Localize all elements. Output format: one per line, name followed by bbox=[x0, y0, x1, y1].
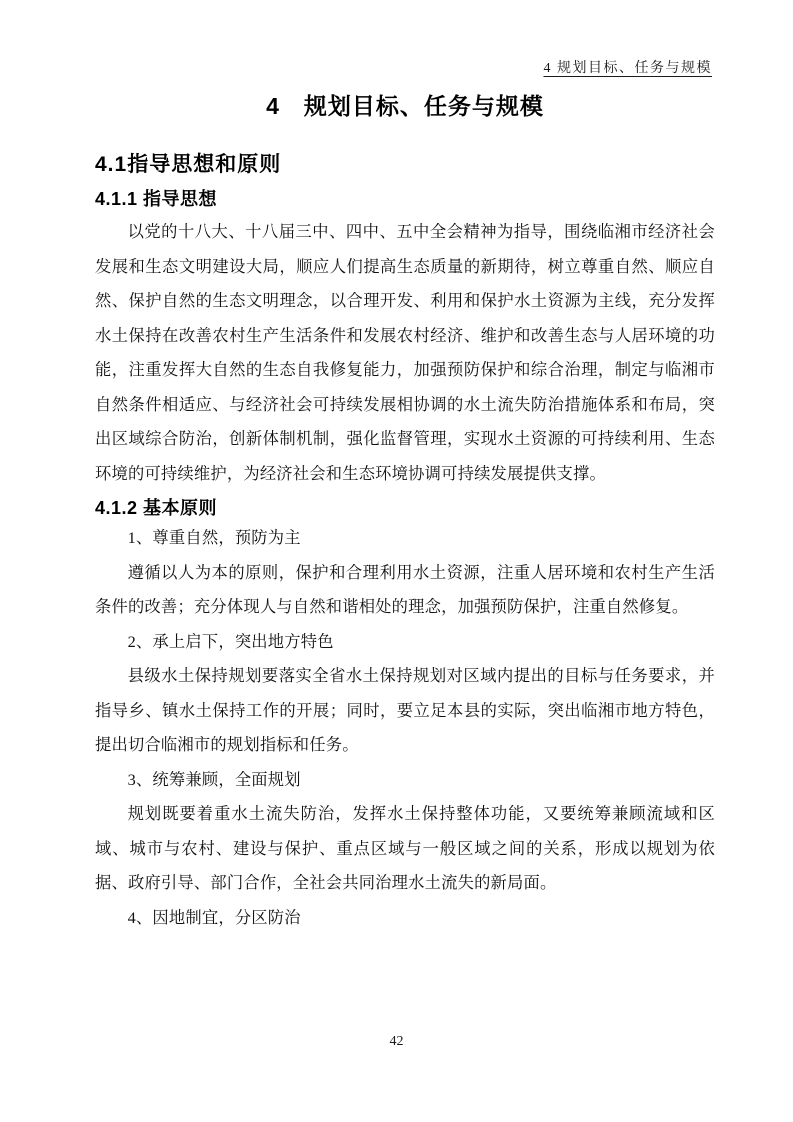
section-heading-4-1: 4.1指导思想和原则 bbox=[95, 153, 282, 176]
principle-1-title: 1、尊重自然，预防为主 bbox=[127, 528, 301, 547]
principle-2-body: 县级水土保持规划要落实全省水土保持规划对区域内提出的目标与任务要求，并指导乡、镇水土保持工作的开展；同时，要立足本县的实际，突出临湘市地方特色，提出切合临湘市的规划指标和任务。 bbox=[95, 666, 715, 754]
principle-3-body: 规划既要着重水土流失防治，发挥水土保持整体功能，又要统筹兼顾流域和区域、城市与农村、建设与保护、重点区域与一般区域之间的关系，形成以规划为依据、政府引导、部门合作，全社会共同治理水土流失的新局面。 bbox=[95, 804, 715, 892]
page-number: 42 bbox=[389, 1034, 404, 1049]
principle-2-title: 2、承上启下，突出地方特色 bbox=[127, 631, 334, 651]
paragraph-guiding-ideology: 以党的十八大、十八届三中、四中、五中全会精神为指导，围绕临湘市经济社会发展和生态文明建设大局，顺应人们提高生态质量的新期待，树立尊重自然、顺应自然、保护自然的生态文明理念，以合理开发、利用和保护水土资源为主线，充分发挥水土保持在改善农村生产生活条件和发展农村经济、维护和改善生态与人居环境的功能，注重发挥大自然的生态自我修复能力，加强预防保护和综合治理，制定与临湘市自然条件相适应、与经济社会可持续发展相协调的水土流失防治措施体系和布局，突出区域综合防治，创新体制机制，强化监督管理，实现水土资源的可持续利用、生态环境的可持续维护，为经济社会和生态环境协调可持续发展提供支撑。 bbox=[95, 222, 715, 483]
chapter-title: 4 规划目标、任务与规模 bbox=[266, 93, 544, 119]
subsection-heading-4-1-1: 4.1.1 指导思想 bbox=[95, 189, 218, 209]
principle-1-body: 遵循以人为本的原则，保护和合理利用水土资源，注重人居环境和农村生产生活条件的改善；充分体现人与自然和谐相处的理念，加强预防保护，注重自然修复。 bbox=[95, 562, 715, 616]
principle-3-title: 3、统筹兼顾，全面规划 bbox=[127, 769, 301, 789]
running-header bbox=[544, 57, 713, 77]
subsection-heading-4-1-2: 4.1.2 基本原则 bbox=[95, 498, 218, 518]
running-header-text: 4 规划目标、任务与规模 bbox=[543, 61, 712, 76]
principle-4-title: 4、因地制宜，分区防治 bbox=[127, 907, 301, 927]
